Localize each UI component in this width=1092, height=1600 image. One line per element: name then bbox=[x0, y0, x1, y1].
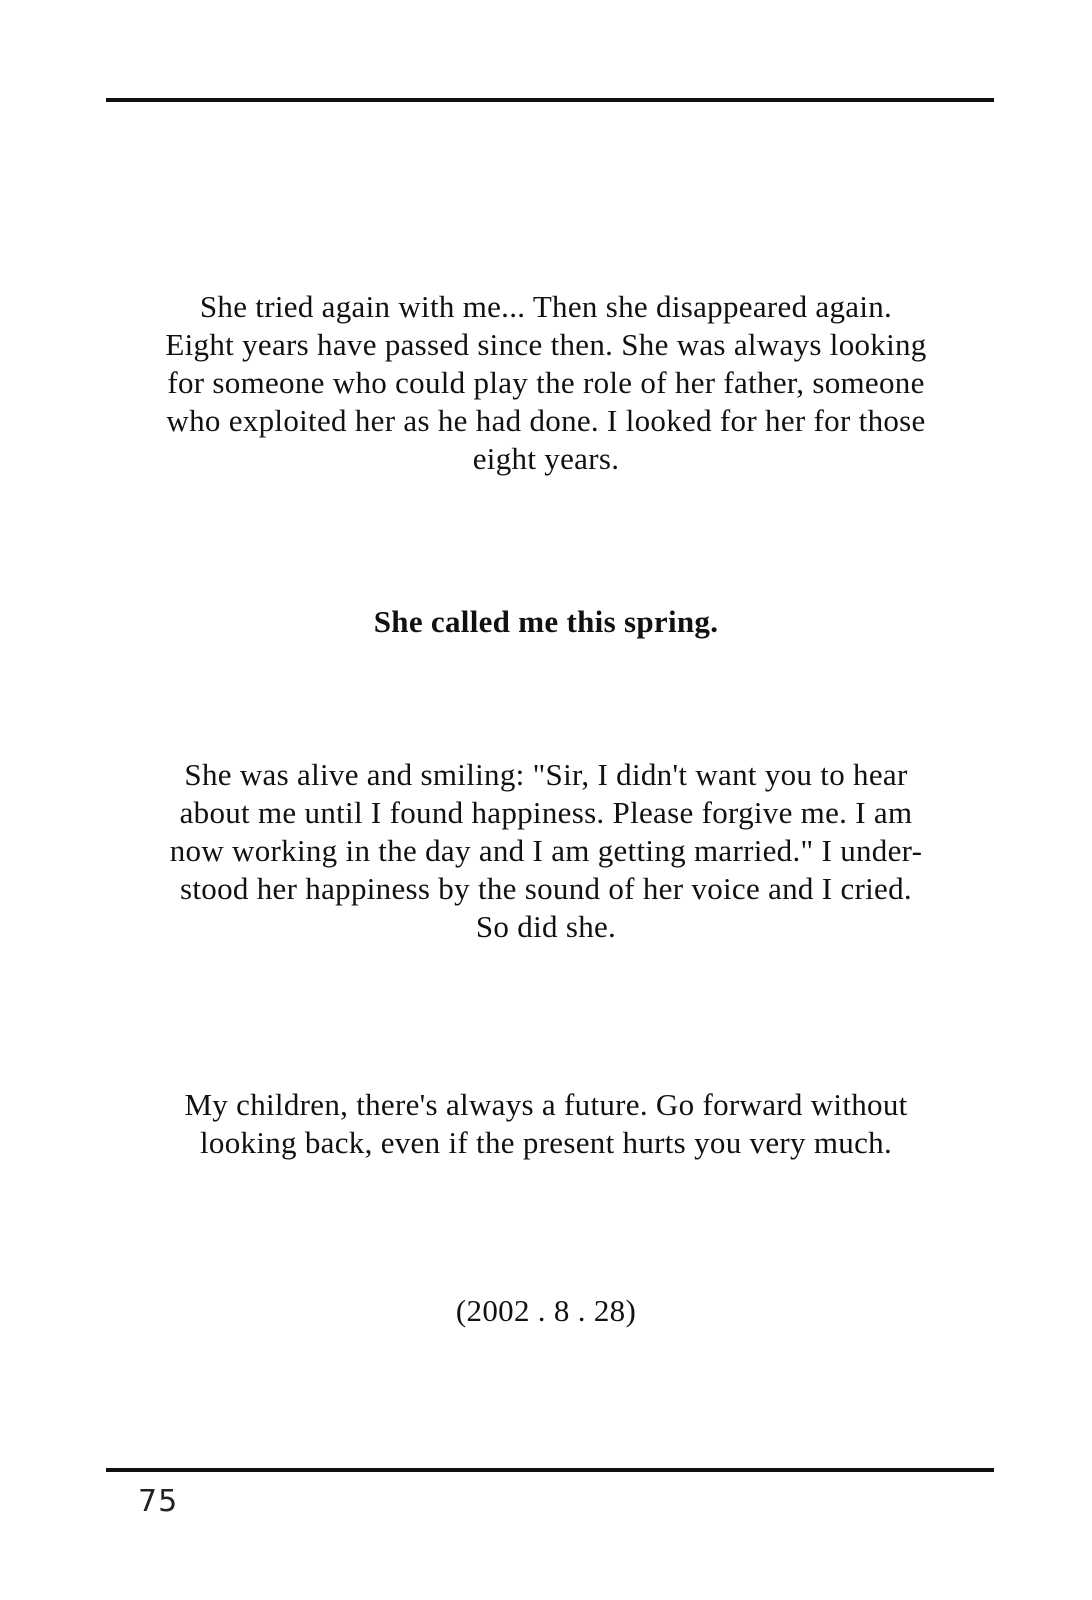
page-number: 75 bbox=[138, 1484, 179, 1519]
paragraph-alive-smiling: She was alive and smiling: "Sir, I didn't want you to hear about me until I found happiness. Please forgive me. I am now working in the day and I am getting married." I under- stood her happiness by the sound of her voice and I cried. So did she. bbox=[169, 757, 923, 944]
paragraph-future: My children, there's always a future. Go forward without looking back, even if the present hurts you very much. bbox=[184, 1087, 908, 1160]
paragraph-called-spring: She called me this spring. bbox=[373, 604, 719, 639]
date-line: (2002 . 8 . 28) bbox=[455, 1293, 637, 1328]
paragraph-eight-years: She tried again with me... Then she disappeared again. Eight years have passed since then. She was always looking for someone who could play the role of her father, someone who exploited her as he had done. I looked for her for those eight years. bbox=[165, 289, 927, 476]
top-rule bbox=[106, 98, 994, 102]
bottom-rule bbox=[106, 1468, 994, 1472]
